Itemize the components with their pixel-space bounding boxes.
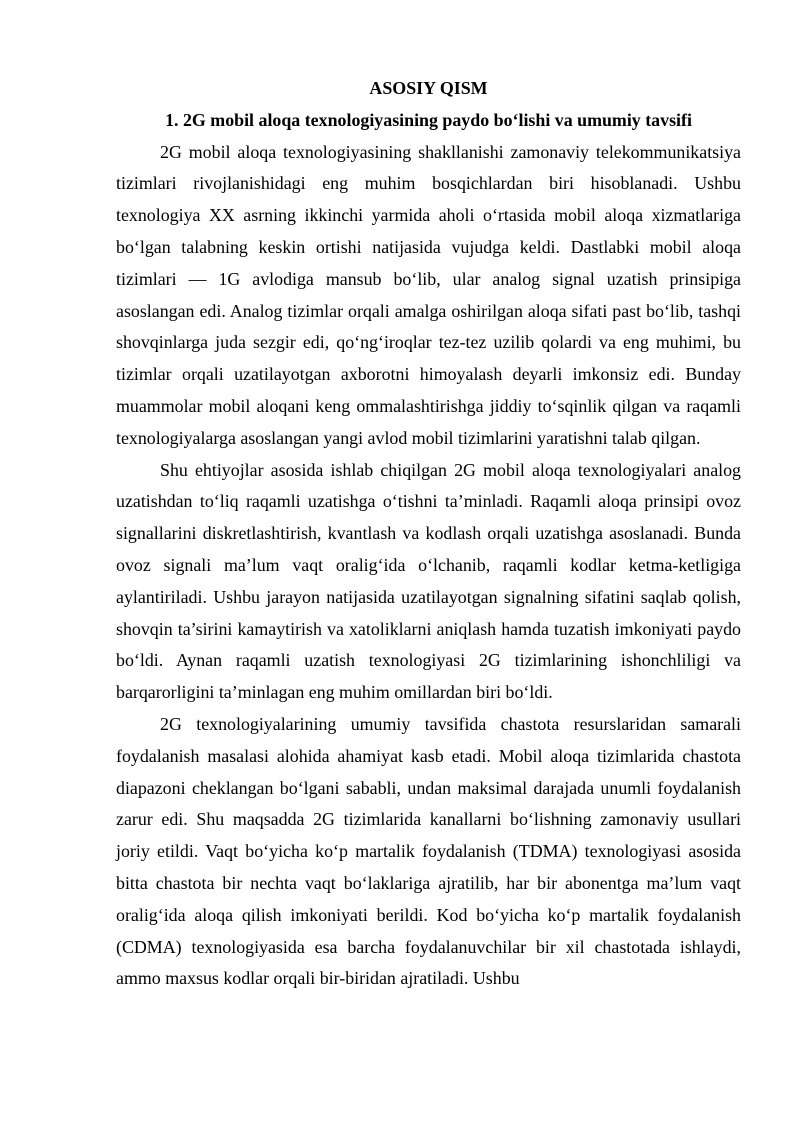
- paragraph: Shu ehtiyojlar asosida ishlab chiqilgan 2G mobil aloqa texnologiyalari analog uzatishdan to‘liq raqamli uzatishga o‘tishni ta’minladi. Raqamli aloqa prinsipi ovoz signallarini diskretlashtirish, kvantlash va kodlash orqali uzatishga asoslanadi. Bunda ovoz signali ma’lum vaqt oralig‘ida o‘lchanib, raqamli kodlar ketma-ketligiga aylantiriladi. Ushbu jarayon natijasida uzatilayotgan signalning sifatini saqlab qolish, shovqin ta’sirini kamaytirish va xatoliklarni aniqlash hamda tuzatish imkoniyati paydo bo‘ldi. Aynan raqamli uzatish texnologiyasi 2G tizimlarining ishonchliligi va barqarorligini ta’minlagan eng muhim omillardan biri bo‘ldi.: [116, 459, 741, 703]
- document-body: [116, 73, 741, 995]
- paragraph: 2G texnologiyalarining umumiy tavsifida chastota resurslaridan samarali foydalanish masalasi alohida ahamiyat kasb etadi. Mobil aloqa tizimlarida chastota diapazoni cheklangan bo‘lgani sababli, undan maksimal darajada unumli foydalanish zarur edi. Shu maqsadda 2G tizimlarida kanallarni bo‘lishning zamonaviy usullari joriy etildi. Vaqt bo‘yicha ko‘p martalik foydalanish (TDMA) texnologiyasi asosida bitta chastota bir nechta vaqt bo‘laklariga ajratilib, har bir abonentga ma’lum vaqt oralig‘ida aloqa qilish imkoniyati berildi. Kod bo‘yicha ko‘p martalik foydalanish (CDMA) texnologiyasida esa barcha foydalanuvchilar bir xil chastotada ishlaydi, ammo maxsus kodlar orqali bir-biridan ajratiladi. Ushbu: [116, 713, 741, 989]
- paragraph: 2G mobil aloqa texnologiyasining shakllanishi zamonaviy telekommunikatsiya tizimlari rivojlanishidagi eng muhim bosqichlardan biri hisoblanadi. Ushbu texnologiya XX asrning ikkinchi yarmida aholi o‘rtasida mobil aloqa xizmatlariga bo‘lgan talabning keskin ortishi natijasida vujudga keldi. Dastlabki mobil aloqa tizimlari — 1G avlodiga mansub bo‘lib, ular analog signal uzatish prinsipiga asoslangan edi. Analog tizimlar orqali amalga oshirilgan aloqa sifati past bo‘lib, tashqi shovqinlarga juda sezgir edi, qo‘ng‘iroqlar tez-tez uzilib qolardi va eng muhimi, bu tizimlar orqali uzatilayotgan axborotni himoyalash deyarli imkonsiz edi. Bunday muammolar mobil aloqani keng ommalashtirishga jiddiy to‘sqinlik qilgan va raqamli texnologiyalarga asoslangan yangi avlod mobil tizimlarini yaratishni talab qilgan.: [116, 141, 741, 448]
- section-title: ASOSIY QISM: [369, 78, 488, 98]
- subsection-title: 1. 2G mobil aloqa texnologiyasining paydo bo‘lishi va umumiy tavsifi: [165, 109, 692, 130]
